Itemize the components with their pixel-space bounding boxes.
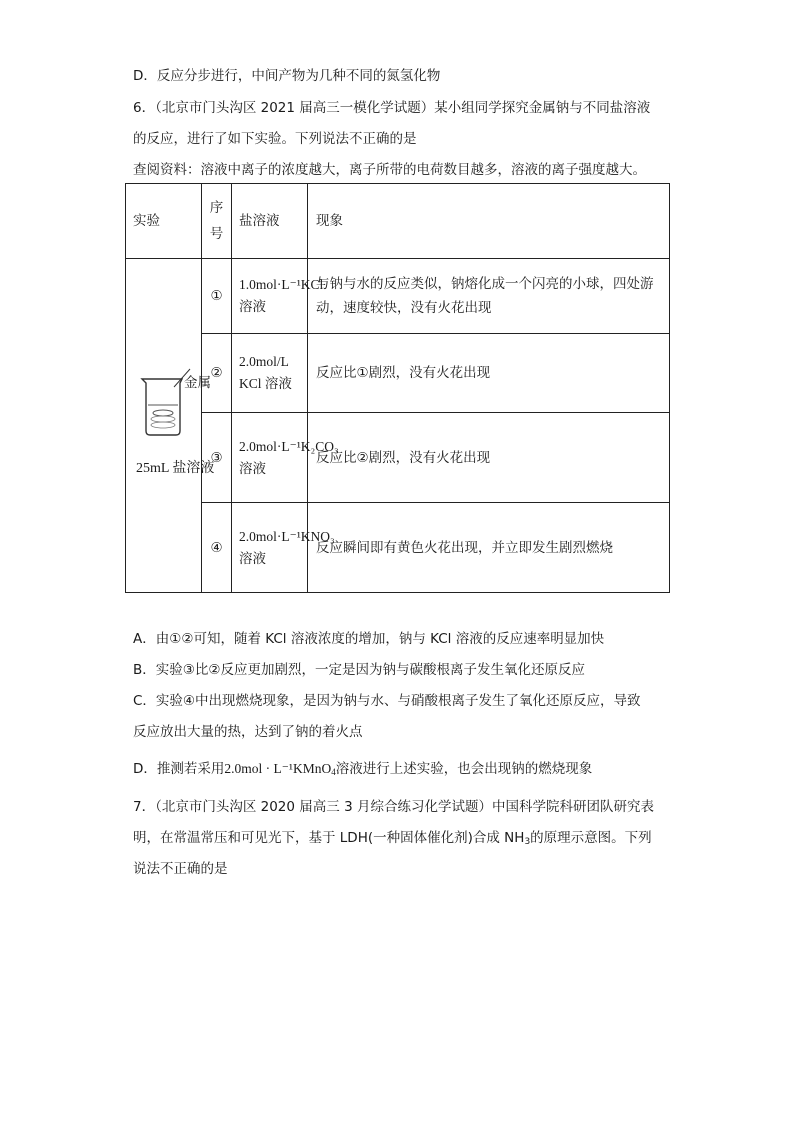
apparatus-cell (126, 259, 215, 593)
salt-4: 2.0mol·L⁻¹KNO₃ 溶液 (232, 503, 308, 593)
q6-option-c-line2: 反应放出大量的热，达到了钠的着火点 (133, 724, 363, 740)
table-row (126, 259, 670, 334)
q6-option-d: D．推测若采用2.0mol · L⁻¹KMnO$_4$溶液进行上述实验，也会出现钠的燃烧现象 (133, 761, 593, 777)
q6-info: 查阅资料：溶液中离子的浓度越大，离子所带的电荷数目越多，溶液的离子强度越大。 (133, 162, 646, 178)
q7-stem-line3: 说法不正确的是 (133, 861, 228, 877)
q7-stem-line2: 明，在常温常压和可见光下，基于 LDH(一种固体催化剂)合成 $NH_3$的原理示意图。下列 (133, 830, 652, 847)
phenomenon-4: 反应瞬间即有黄色火花出现，并立即发生剧烈燃烧 (308, 503, 670, 593)
header-experiment: 实验 (126, 184, 202, 259)
seq-4: ④ (202, 503, 232, 593)
q6-option-c-line1: C．实验④中出现燃烧现象，是因为钠与水、与硝酸根离子发生了氧化还原反应，导致 (133, 693, 641, 709)
header-phenomenon: 现象 (308, 184, 670, 259)
phenomenon-1: 与钠与水的反应类似，钠熔化成一个闪亮的小球，四处游 动，速度较快，没有火花出现 (308, 259, 670, 334)
table-header-row (126, 184, 670, 259)
seq-3: ③ (202, 413, 232, 503)
header-seq: 序 号 (202, 184, 232, 259)
metal-label: 金属 (184, 374, 211, 391)
salt-2: 2.0mol/L KCl 溶液 (232, 334, 308, 413)
seq-2: ② (202, 334, 232, 413)
table-row (126, 503, 670, 593)
q6-stem-line2: 的反应，进行了如下实验。下列说法不正确的是 (133, 131, 417, 147)
phenomenon-2: 反应比①剧烈，没有火花出现 (308, 334, 670, 413)
beaker-label: 25mL 盐溶液 (136, 460, 215, 476)
q6-option-a: A．由①②可知，随着 KCl 溶液浓度的增加，钠与 KCl 溶液的反应速率明显加快 (133, 631, 605, 647)
q6-stem-line1: 6．（北京市门头沟区 2021 届高三一模化学试题）某小组同学探究金属钠与不同盐溶液 (133, 100, 651, 116)
experiment-table (125, 183, 670, 593)
seq-1: ① (202, 259, 232, 334)
salt-1: 1.0mol·L⁻¹KCl 溶液 (232, 259, 308, 334)
q5-option-d: D．反应分步进行，中间产物为几种不同的氮氢化物 (133, 68, 441, 84)
q7-stem-line1: 7．（北京市门头沟区 2020 届高三 3 月综合练习化学试题）中国科学院科研团队研究表 (133, 799, 654, 815)
phenomenon-3: 反应比②剧烈，没有火花出现 (308, 413, 670, 503)
header-salt: 盐溶液 (232, 184, 308, 259)
salt-3: 2.0mol·L⁻¹K₂CO₃ 溶液 (232, 413, 308, 503)
q6-option-b: B．实验③比②反应更加剧烈，一定是因为钠与碳酸根离子发生氧化还原反应 (133, 662, 585, 678)
